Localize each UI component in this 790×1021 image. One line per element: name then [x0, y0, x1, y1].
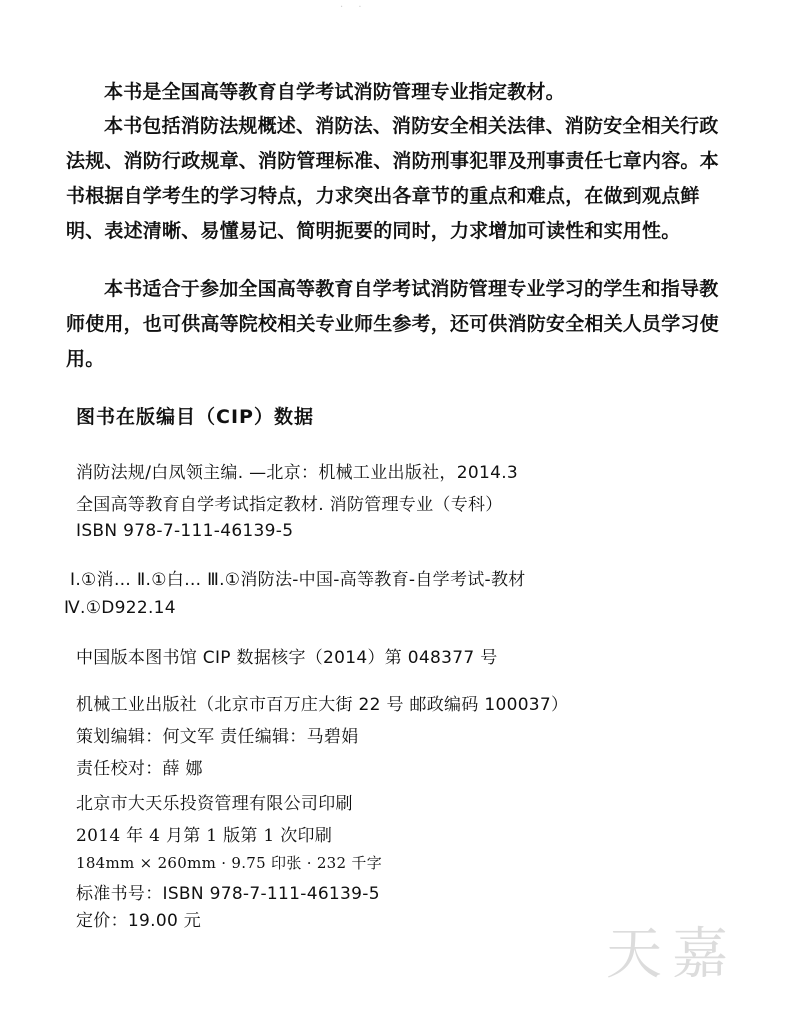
intro-paragraph-2: [66, 109, 728, 249]
cip-verify-line: 中国版本图书馆 CIP 数据核字（2014）第 048377 号: [76, 648, 498, 668]
format-line: 184mm × 260mm · 9.75 印张 · 232 千字: [76, 854, 383, 872]
printer-line: 北京市大天乐投资管理有限公司印刷: [76, 794, 353, 814]
intro-paragraph-2-text: 本书包括消防法规概述、消防法、消防安全相关法律、消防安全相关行政法规、消防行政规章、消防管理标准、消防刑事犯罪及刑事责任七章内容。本书根据自学考生的学习特点，力求突出各章节的重点和难点，在做到观点鲜明、表述清晰、易懂易记、简明扼要的同时，力求增加可读性和实用性。: [66, 115, 719, 242]
cip-classification-line-1: Ⅰ.①消… Ⅱ.①白… Ⅲ.①消防法-中国-高等教育-自学考试-教材: [70, 570, 526, 590]
cip-series-line: 全国高等教育自学考试指定教材. 消防管理专业（专科）: [76, 495, 503, 515]
cip-heading: 图书在版编目（CIP）数据: [76, 406, 314, 428]
cip-isbn-line: ISBN 978-7-111-46139-5: [76, 521, 294, 541]
intro-paragraph-1-text: 本书是全国高等教育自学考试消防管理专业指定教材。: [104, 81, 565, 103]
publisher-line: 机械工业出版社（北京市百万庄大街 22 号 邮政编码 100037）: [76, 695, 569, 715]
cip-title-line: 消防法规/白凤领主编. —北京：机械工业出版社，2014.3: [76, 463, 519, 483]
edition-line: 2014 年 4 月第 1 版第 1 次印刷: [76, 826, 333, 846]
intro-paragraph-3-text: 本书适合于参加全国高等教育自学考试消防管理专业学习的学生和指导教师使用，也可供高等院校相关专业师生参考，还可供消防安全相关人员学习使用。: [66, 278, 719, 370]
intro-paragraph-1: [66, 75, 728, 110]
price-line: 定价：19.00 元: [76, 911, 202, 931]
intro-paragraph-3: [66, 272, 728, 377]
proofreader-line: 责任校对：薛 娜: [76, 759, 203, 779]
cip-classification-line-2: Ⅳ.①D922.14: [64, 598, 176, 618]
watermark-logo: 天嘉: [606, 922, 738, 987]
editors-line: 策划编辑：何文军 责任编辑：马碧娟: [76, 727, 359, 747]
book-number-line: 标准书号：ISBN 978-7-111-46139-5: [76, 884, 380, 904]
scan-speckle: · ·: [340, 2, 368, 13]
